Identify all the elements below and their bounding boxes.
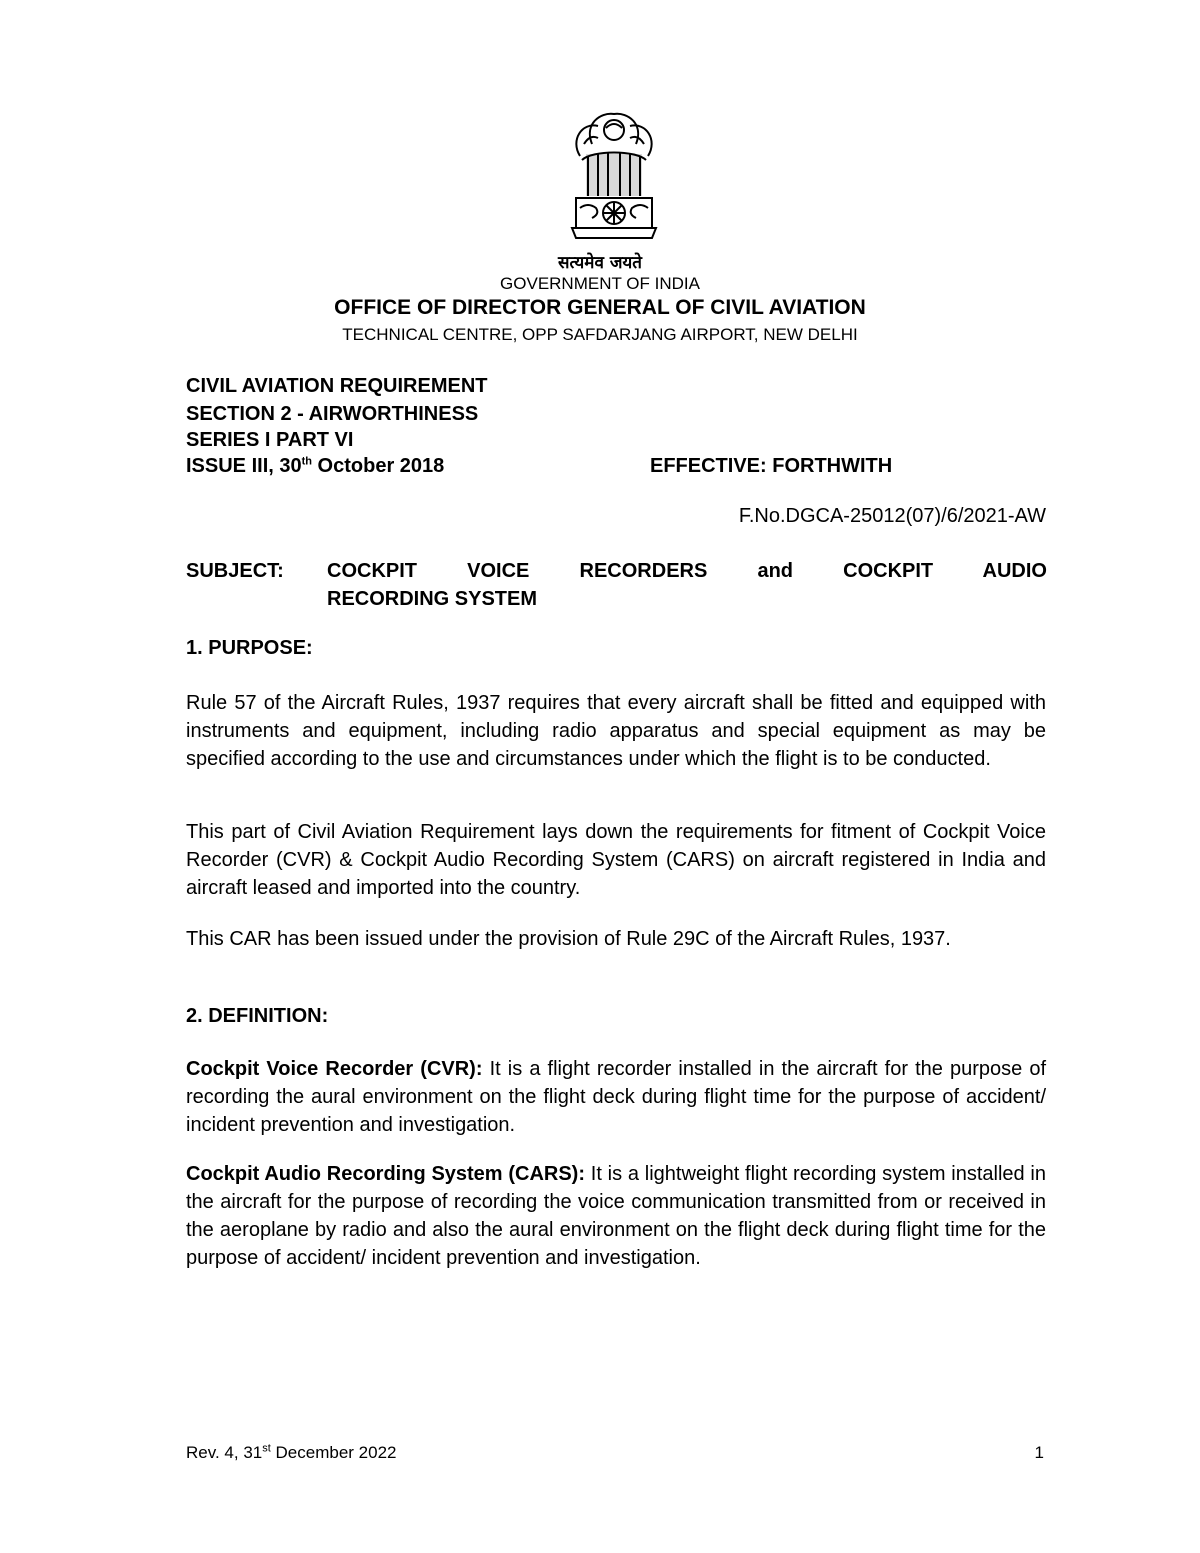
effective-date: EFFECTIVE: FORTHWITH bbox=[650, 455, 893, 477]
document-section: SECTION 2 - AIRWORTHINESS bbox=[186, 403, 479, 425]
purpose-paragraph-1: Rule 57 of the Aircraft Rules, 1937 requires that every aircraft shall be fitted and equipped with instruments and equipment, including radio apparatus and special equipment as may be specified according to the use and circumstances under which the flight is to be conducted. bbox=[186, 692, 1046, 770]
purpose-paragraph-2: This part of Civil Aviation Requirement lays down the requirements for fitment of Cockpit Voice Recorder (CVR) & Cockpit Audio Recording System (CARS) on aircraft registered in India and aircraft leased and imported into the country. bbox=[186, 821, 1046, 899]
national-motto: सत्यमेव जयते bbox=[558, 253, 642, 273]
national-emblem-icon bbox=[562, 104, 666, 254]
definition-cvr: Cockpit Voice Recorder (CVR): It is a flight recorder installed in the aircraft for the purpose of recording the aural environment on the flight deck during flight time for the purpose of accident/ incident prevention and investigation. bbox=[186, 1058, 1046, 1136]
subject-line-1: COCKPIT VOICE RECORDERS and COCKPIT AUDIO bbox=[327, 560, 1047, 582]
definition-heading: 2. DEFINITION: bbox=[186, 1005, 329, 1027]
purpose-heading: 1. PURPOSE: bbox=[186, 637, 313, 659]
page-number: 1 bbox=[1034, 1443, 1044, 1462]
document-series: SERIES I PART VI bbox=[186, 429, 354, 451]
definition-cars: Cockpit Audio Recording System (CARS): It is a lightweight flight recording system installed in the aircraft for the purpose of recording the voice communication transmitted from or received in the aeroplane by radio and also the aural environment on the flight deck during flight time for the purpose of accident/ incident prevention and investigation. bbox=[186, 1163, 1046, 1269]
government-title: GOVERNMENT OF INDIA bbox=[500, 274, 700, 293]
purpose-paragraph-3: This CAR has been issued under the provision of Rule 29C of the Aircraft Rules, 1937. bbox=[186, 928, 951, 950]
subject-line-2: RECORDING SYSTEM bbox=[327, 588, 538, 610]
subject-label: SUBJECT: bbox=[186, 560, 284, 582]
office-title: OFFICE OF DIRECTOR GENERAL OF CIVIL AVIATION bbox=[334, 296, 866, 319]
office-address: TECHNICAL CENTRE, OPP SAFDARJANG AIRPORT, NEW DELHI bbox=[342, 325, 858, 344]
document-title: CIVIL AVIATION REQUIREMENT bbox=[186, 375, 488, 397]
file-number: F.No.DGCA-25012(07)/6/2021-AW bbox=[738, 505, 1046, 527]
issue-date: ISSUE III, 30th October 2018 bbox=[186, 455, 445, 477]
revision-footer: Rev. 4, 31st December 2022 bbox=[186, 1442, 397, 1462]
